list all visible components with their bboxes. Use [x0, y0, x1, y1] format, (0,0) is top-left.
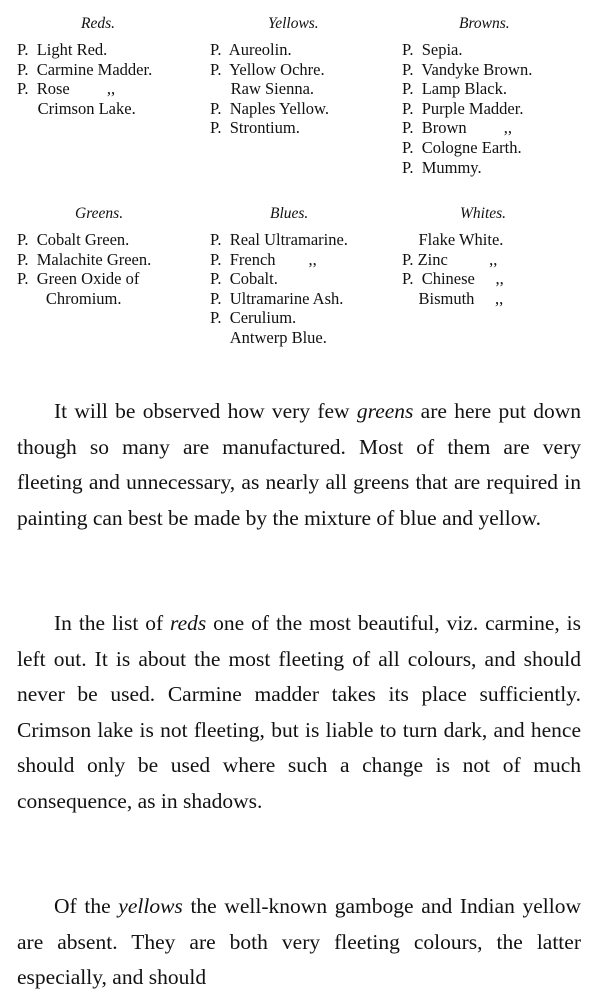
list-item: Bismuth ,,: [402, 288, 504, 308]
list-item: P. Purple Madder.: [402, 98, 524, 118]
list-item: P. Mummy.: [402, 157, 482, 177]
text-run: It will be observed how very few: [54, 399, 357, 423]
list-item: P. Cerulium.: [210, 308, 297, 328]
list-item: P. Vandyke Brown.: [402, 59, 533, 79]
list-item: P. Rose ,,: [17, 79, 116, 99]
whites-heading: Whites.: [460, 205, 507, 222]
list-item: P. Ultramarine Ash.: [210, 288, 344, 308]
list-item: P. Lamp Black.: [402, 79, 507, 99]
list-item: P. Brown ,,: [402, 118, 513, 138]
emphasis-reds: reds: [170, 611, 207, 635]
paragraph-reds: [17, 606, 581, 820]
list-item: Chromium.: [17, 288, 122, 308]
list-item: P. Cobalt Green.: [17, 230, 130, 249]
list-item: P. Carmine Madder.: [17, 59, 153, 79]
list-item: P. Real Ultramarine.: [210, 230, 348, 249]
reds-heading: Reds.: [81, 15, 116, 32]
list-item: Flake White.: [402, 230, 504, 249]
blues-list: [210, 230, 348, 348]
greens-heading: Greens.: [75, 205, 124, 222]
text-run: one of the most beautiful, viz. carmine, is left out. It is about the most fleeting of all colours, and should never be used. Carmine madder takes its place sufficiently. Crimson lake is not fleeting, but is liable to turn dark, and hence should only be used where such a change is not of much consequence, as in shadows.: [17, 611, 581, 813]
list-item: P. Sepia.: [402, 40, 463, 59]
list-item: P. Cologne Earth.: [402, 137, 522, 157]
list-item: P. French ,,: [210, 249, 317, 269]
list-item: P. Strontium.: [210, 118, 300, 138]
list-item: P. Green Oxide of: [17, 269, 140, 289]
yellows-heading: Yellows.: [268, 15, 319, 32]
whites-list: [402, 230, 504, 308]
text-run: the well-known gamboge and Indian yellow are absent. They are both very fleeting colours, the latter especially, and should: [17, 894, 582, 990]
list-item: P. Light Red.: [17, 40, 108, 59]
list-item: P. Cobalt.: [210, 269, 278, 289]
text-run: Of the: [54, 894, 119, 918]
list-item: P. Naples Yellow.: [210, 98, 330, 118]
reds-list: [17, 40, 152, 118]
list-item: P. Yellow Ochre.: [210, 59, 325, 79]
emphasis-greens: greens: [356, 399, 414, 423]
paragraph-yellows: [17, 889, 581, 996]
yellows-list: [210, 40, 329, 138]
text-run: are here put down though so many are manufactured. Most of them are very fleeting and unnecessary, as nearly all greens that are required in painting can best be made by the mixture of blue and yellow.: [17, 399, 581, 530]
list-item: P. Chinese ,,: [402, 269, 504, 289]
browns-list: [402, 40, 532, 177]
list-item: Antwerp Blue.: [210, 327, 327, 347]
emphasis-yellows: yellows: [118, 894, 183, 918]
list-item: P. Zinc ,,: [402, 249, 498, 269]
text-run: In the list of: [54, 611, 171, 635]
browns-heading: Browns.: [459, 15, 510, 32]
list-item: Crimson Lake.: [17, 98, 136, 118]
blues-heading: Blues.: [270, 205, 309, 222]
list-item: P. Malachite Green.: [17, 249, 152, 269]
paragraph-greens: [17, 394, 581, 536]
greens-list: [17, 230, 151, 308]
list-item: Raw Sienna.: [210, 79, 315, 99]
list-item: P. Aureolin.: [210, 40, 292, 59]
